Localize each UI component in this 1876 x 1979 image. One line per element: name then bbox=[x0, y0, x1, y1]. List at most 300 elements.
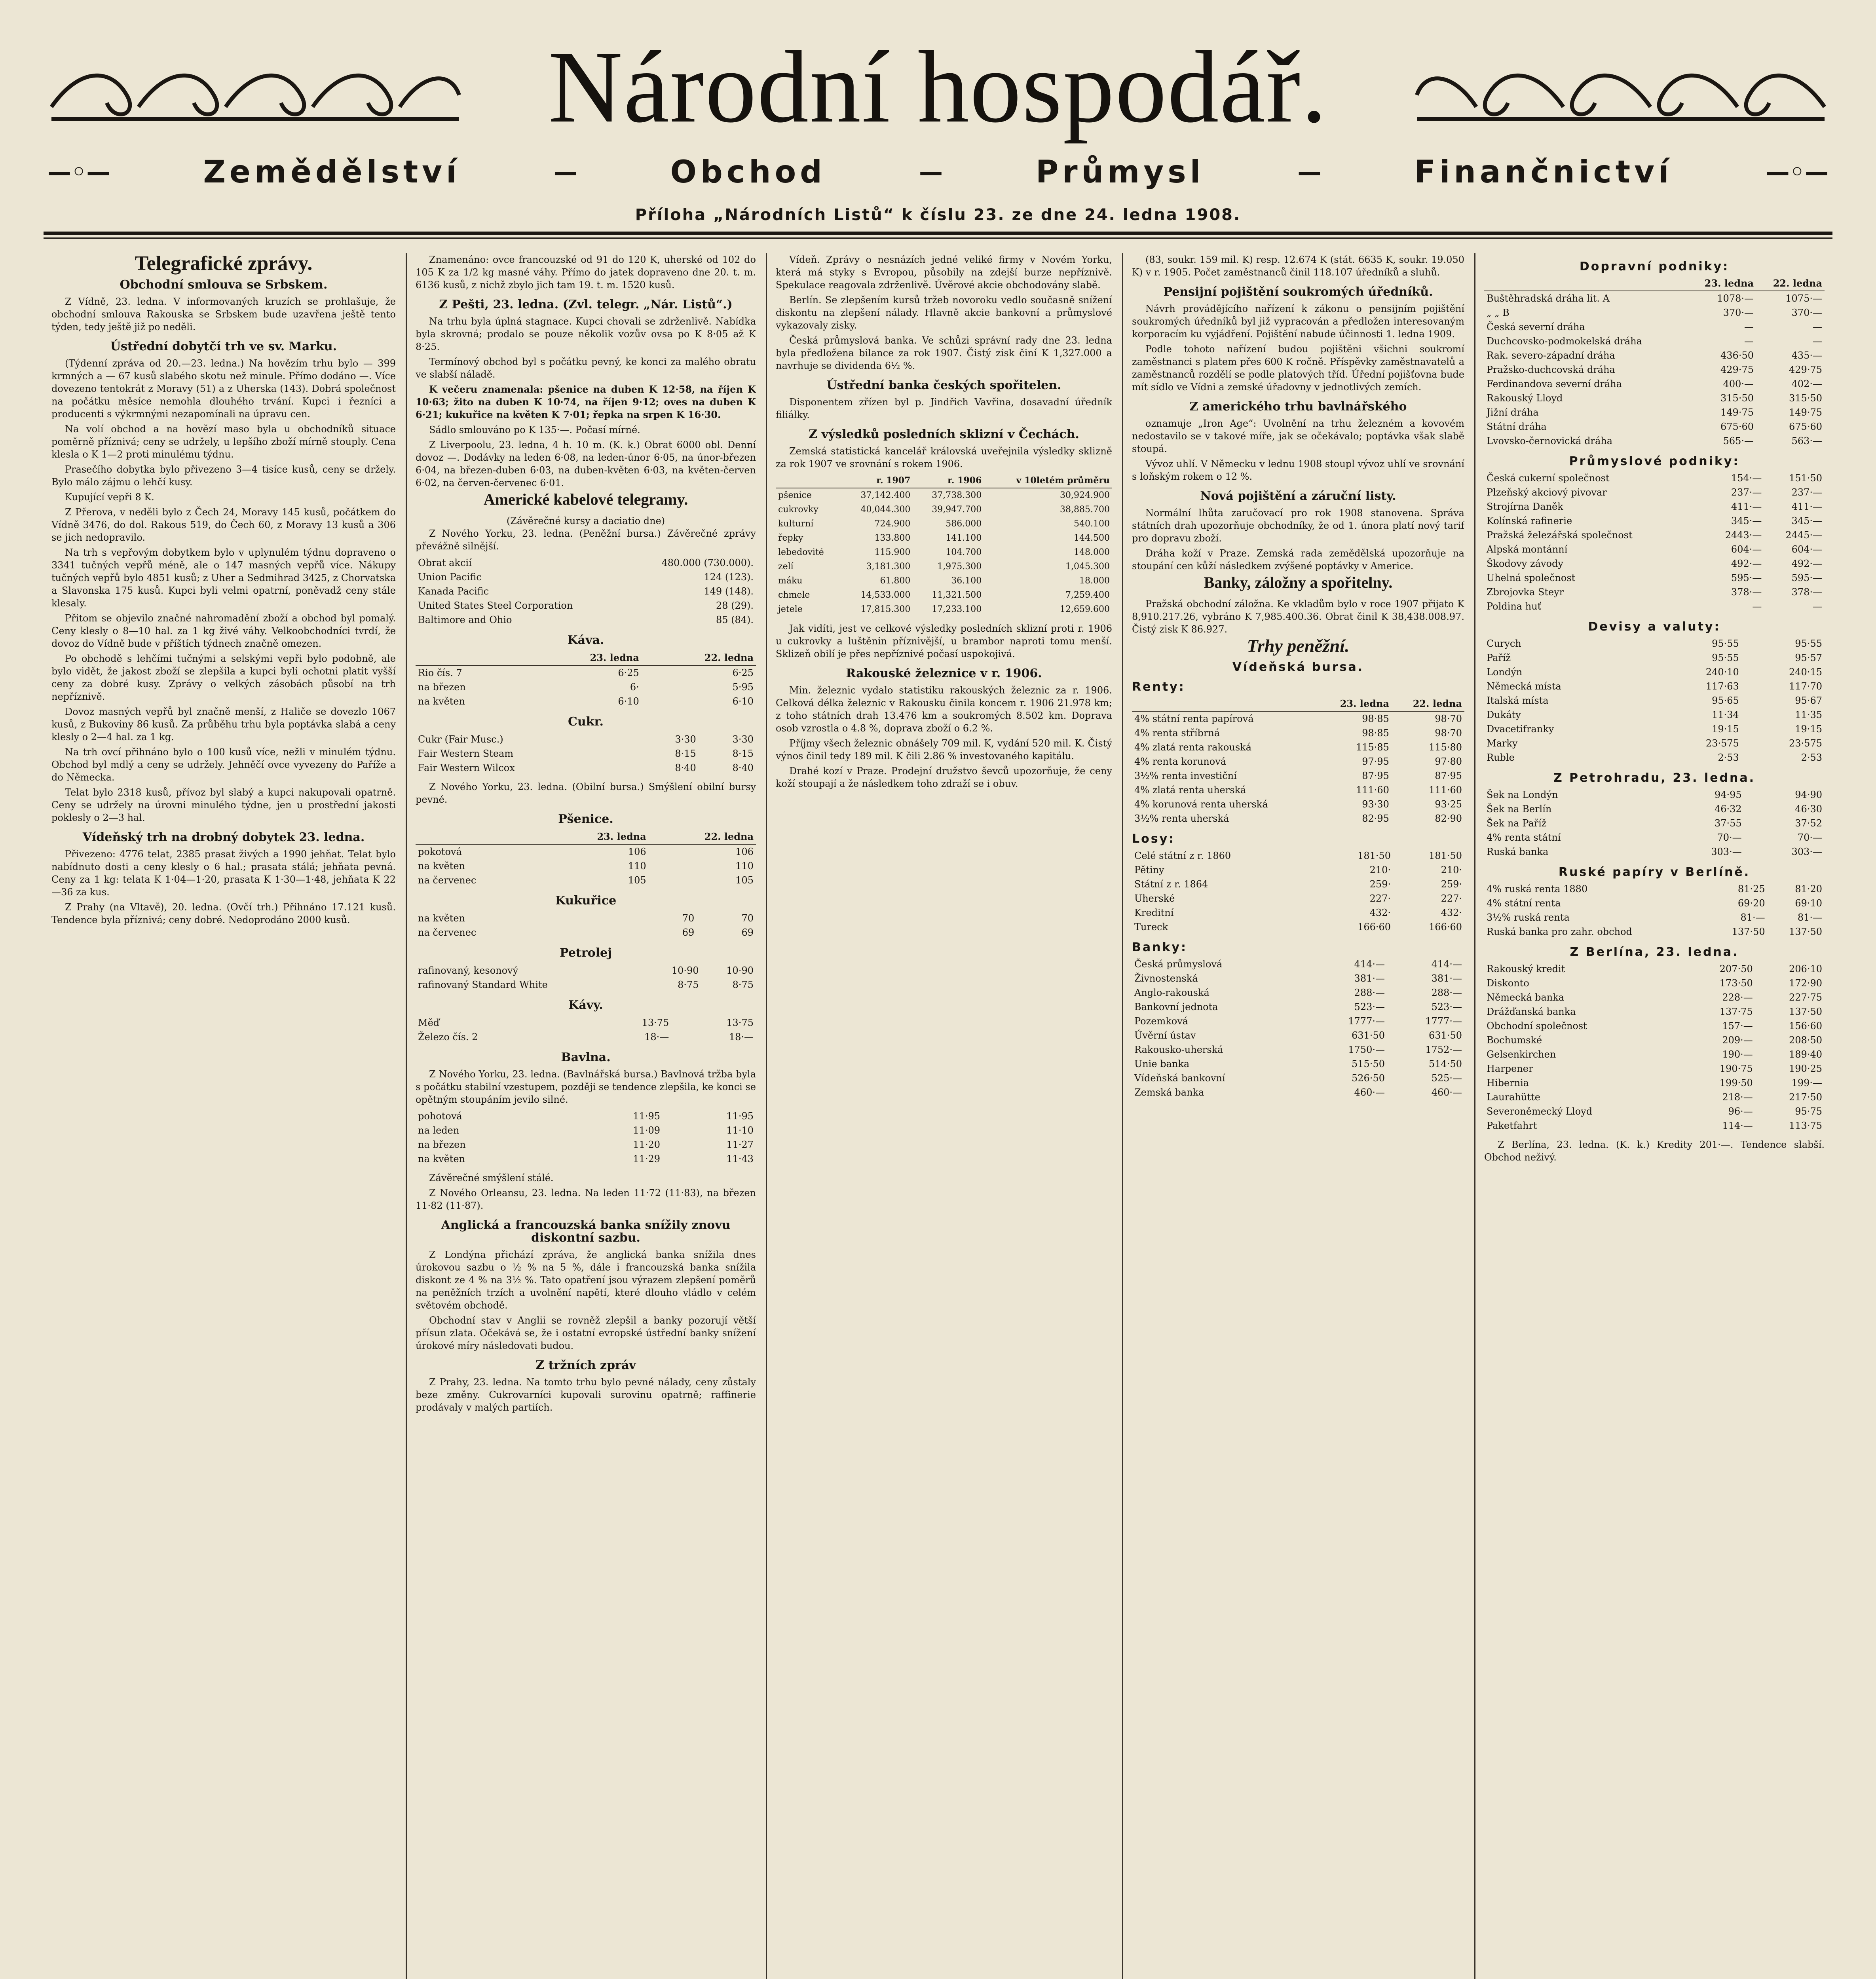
row-value: 110 bbox=[628, 860, 646, 872]
row-value: 61.800 bbox=[880, 576, 911, 586]
row-label: Dukáty bbox=[1487, 709, 1521, 720]
row-label: Rakousko-uherská bbox=[1134, 1044, 1223, 1055]
row-value: — bbox=[1813, 601, 1822, 612]
paragraph: Min. železnic vydalo statistiku rakouských železnic za r. 1906. Celková délka železnic v Rakousku činila koncem r. 1906 21.978 km; z toho státních drah 13.476 km a soukromých 8.502 km. Doprava osob vzrostla o 4.8 %, doprava zboží o 6.2 %. bbox=[776, 685, 1112, 734]
column-divider bbox=[1474, 253, 1475, 1979]
row-label: 3½% renta investiční bbox=[1134, 770, 1237, 781]
row-label: Poldina huť bbox=[1487, 601, 1542, 612]
row-label: Ferdinandova severní dráha bbox=[1487, 378, 1622, 389]
table-row bbox=[416, 963, 756, 978]
row-value: 106 bbox=[735, 846, 754, 857]
row-value: 117·70 bbox=[1789, 681, 1822, 692]
row-value: 110 bbox=[735, 860, 754, 872]
table-row bbox=[1132, 811, 1464, 826]
row-value: 595·— bbox=[1731, 572, 1762, 583]
table-row bbox=[1484, 665, 1825, 679]
row-value: 6·10 bbox=[618, 696, 639, 707]
paragraph-quotes: K večeru znamenala: pšenice na duben K 12·58, na říjen K 10·63; žito na duben K 10·74, na říjen 9·12; oves na duben K 6·21; kukuřice na květen K 7·01; řepka na srpen K 16·30. bbox=[416, 384, 756, 420]
row-label: Diskonto bbox=[1487, 978, 1529, 989]
corn-table bbox=[416, 911, 756, 940]
paragraph: (Týdenní zpráva od 20.—23. ledna.) Na hovězím trhu bylo — 399 krmných a — 67 kusů slabého skotu než minule. Přímo dodáno —. Více dovezeno tentokrát z Moravy (51) a z Uherska (143). Dobrá společnost na počátku měsíce nemohla dlouhého trvání. Kupci i řezníci a producenti s výkrmnými nezapomínali na úpravu cen. bbox=[51, 358, 396, 420]
table-row bbox=[1484, 636, 1825, 651]
row-label: 4% korunová renta uherská bbox=[1134, 799, 1268, 810]
row-value: 95·55 bbox=[1712, 638, 1739, 649]
row-value: 97·95 bbox=[1362, 756, 1389, 767]
row-value: 11·20 bbox=[633, 1139, 661, 1150]
row-value: 3·30 bbox=[732, 734, 754, 745]
table-row bbox=[416, 665, 756, 680]
supplement-line: Příloha „Národních Listů“ k číslu 23. ze dne 24. ledna 1908. bbox=[635, 206, 1241, 224]
fx-table bbox=[1484, 636, 1825, 765]
row-value: 11·95 bbox=[726, 1111, 754, 1122]
paragraph: Termínový obchod byl s počátku pevný, ke konci za malého obratu ve slabší náladě. bbox=[416, 356, 756, 380]
paragraph: Po obchodě s lehčími tučnými a selskými vepři bylo podobně, ale bylo vidět, že jakost zboží se zlepšila a kupci byli ochotni platit vyšší ceny za dobré kusy. Zprávy o velkých zásobách působí na trh nepříznivě. bbox=[51, 653, 396, 702]
table-row bbox=[1484, 556, 1825, 571]
table-row bbox=[1484, 990, 1825, 1005]
row-value: 81·— bbox=[1797, 912, 1822, 923]
subheading-market-news: Z tržních zpráv bbox=[535, 1358, 636, 1372]
row-value: 19·15 bbox=[1795, 724, 1822, 735]
table-row bbox=[1132, 740, 1464, 754]
column-header bbox=[1484, 276, 1688, 291]
table-row bbox=[1484, 896, 1825, 910]
row-label: 3½% renta uherská bbox=[1134, 813, 1229, 824]
paragraph: Přivezeno: 4776 telat, 2385 prasat živých a 1990 jehňat. Telat bylo nabídnuto dosti a ceny klesly o 6 hal.; prasata stálá; jehňata pevná. Ceny za 1 kg: telata K 1·04—1·20, prasata K 1·30—1·48, jehňata K 22—36 za kus. bbox=[51, 849, 396, 898]
row-label: Baltimore and Ohio bbox=[418, 614, 512, 625]
row-value: 8·75 bbox=[732, 979, 754, 990]
row-label: 4% zlatá renta rakouská bbox=[1134, 742, 1252, 753]
row-value: 8·40 bbox=[732, 762, 754, 773]
ny-stocks-table bbox=[416, 556, 756, 627]
paragraph: Vídeň. Zprávy o nesnázích jedné veliké firmy v Novém Yorku, která má styky s Evropou, působily na zdejší burze nepříznivě. Spekulace reagovala zdrženlivě. Úvěrové akcie obchodovány slabě. bbox=[776, 254, 1112, 291]
subheading-corn: Kukuřice bbox=[555, 894, 617, 908]
row-value: 172·90 bbox=[1789, 978, 1822, 989]
row-value: 95·75 bbox=[1795, 1106, 1822, 1117]
row-label: Rak. severo-západní dráha bbox=[1487, 350, 1615, 361]
banner-dash-icon: — bbox=[919, 158, 943, 186]
table-row bbox=[1484, 348, 1825, 363]
column-header: 22. ledna bbox=[649, 830, 756, 844]
row-label: Bochumské bbox=[1487, 1035, 1542, 1046]
row-value: 8·15 bbox=[732, 748, 754, 759]
row-label: Vídeňská bankovní bbox=[1134, 1073, 1225, 1084]
column-header: 22. ledna bbox=[1756, 276, 1825, 291]
row-value: 2445·— bbox=[1785, 530, 1822, 541]
table-row bbox=[1484, 816, 1825, 830]
table-header-row bbox=[1132, 697, 1464, 711]
row-value: 724.900 bbox=[874, 519, 911, 529]
row-value: 228·— bbox=[1722, 992, 1753, 1003]
row-value: 81·25 bbox=[1737, 883, 1765, 895]
masthead bbox=[47, 16, 1829, 190]
row-label: 4% státní renta bbox=[1487, 898, 1561, 909]
row-label: 4% zlatá renta uherská bbox=[1134, 784, 1246, 796]
paragraph: Na volí obchod a na hovězí maso byla u obchodníků situace poměrně příznivá; ceny se udržely, u lepšího zboží mírně stouply. Cena klesla o K 1—2 proti minulému týdnu. bbox=[51, 424, 396, 460]
row-value: 288·— bbox=[1431, 987, 1462, 998]
table-row bbox=[1484, 499, 1825, 514]
row-label: Paketfahrt bbox=[1487, 1120, 1537, 1131]
row-value: 6·25 bbox=[618, 667, 639, 678]
row-label: 4% státní renta papírová bbox=[1134, 713, 1254, 724]
row-value: 81·— bbox=[1740, 912, 1765, 923]
section-agriculture: Zemědělství bbox=[203, 154, 461, 190]
paragraph: Dovoz masných vepřů byl značně menší, z Haliče se dovezlo 1067 kusů, z Bukoviny 86 kusů. Za průběhu trhu byla poptávka slabá a ceny klesly o 2—4 hal. za 1 kg. bbox=[51, 706, 396, 743]
row-value: 10·90 bbox=[726, 965, 754, 976]
paragraph: Normální lhůta zaručovací pro rok 1908 stanovena. Správa státních drah upozorňuje obchodníky, že od 1. února platí nový tarif pro dopravu zboží. bbox=[1132, 507, 1464, 544]
subheading-berlin: Z Berlína, 23. ledna. bbox=[1570, 945, 1739, 959]
industry-table bbox=[1484, 471, 1825, 613]
telegrams-heading: Telegrafické zprávy. bbox=[135, 253, 313, 275]
table-row bbox=[1132, 783, 1464, 797]
row-label: United States Steel Corporation bbox=[418, 600, 573, 611]
row-label: Uhelná společnost bbox=[1487, 572, 1576, 583]
row-label: Londýn bbox=[1487, 667, 1523, 678]
paragraph: (83, soukr. 159 mil. K) resp. 12.674 K (stát. 6635 K, soukr. 19.050 K) v r. 1905. Počet zaměstnanců činil 118.107 úředníků a sluhů. bbox=[1132, 254, 1464, 278]
row-value: 432· bbox=[1369, 907, 1391, 918]
row-value: 93·25 bbox=[1435, 799, 1462, 810]
row-label: 4% renta státní bbox=[1487, 832, 1561, 843]
row-value: 69 bbox=[682, 927, 695, 938]
row-value: 137·50 bbox=[1789, 1006, 1822, 1017]
paragraph: Drahé kozí v Praze. Prodejní družstvo ševců upozorňuje, že ceny koží stoupají a že následkem toho zdraží se i obuv. bbox=[776, 765, 1112, 789]
subheading-american-market: Z amerického trhu bavlnářského bbox=[1189, 400, 1407, 414]
table-row bbox=[1132, 1057, 1464, 1071]
paragraph: Zemská statistická kancelář královská uveřejnila výsledky sklizně za rok 1907 ve srovnání s rokem 1906. bbox=[776, 446, 1112, 469]
row-value: 227·75 bbox=[1789, 992, 1822, 1003]
row-value: 199·— bbox=[1791, 1077, 1822, 1088]
row-value: 210· bbox=[1441, 864, 1462, 876]
row-label: Státní dráha bbox=[1487, 421, 1547, 432]
row-label: Pražská železářská společnost bbox=[1487, 530, 1633, 541]
row-value: 11·34 bbox=[1712, 709, 1739, 720]
table-row bbox=[776, 545, 1112, 560]
banks-heading: Banky, záložny a spořitelny. bbox=[1204, 574, 1393, 591]
row-value: 1750·— bbox=[1348, 1044, 1385, 1055]
row-value: 11·43 bbox=[726, 1153, 754, 1164]
row-value: 208·50 bbox=[1789, 1035, 1822, 1046]
row-value: 23·575 bbox=[1789, 738, 1822, 749]
row-value: 113·75 bbox=[1789, 1120, 1822, 1131]
row-label: rafinovaný, kesonový bbox=[418, 965, 518, 976]
row-value: 11,321.500 bbox=[932, 590, 982, 600]
column-header: 23. ledna bbox=[527, 651, 642, 665]
row-value: 237·— bbox=[1731, 487, 1762, 498]
subheading-cattle-market: Ústřední dobytčí trh ve sv. Marku. bbox=[110, 340, 337, 353]
row-value: 259· bbox=[1441, 879, 1462, 890]
paragraph: Z Prahy, 23. ledna. Na tomto trhu bylo pevné nálady, ceny zůstaly beze změny. Cukrovarníci kupovali surovinu opatrně; raffinerie prodávaly v malých partiích. bbox=[416, 1377, 756, 1413]
paragraph: Berlín. Se zlepšením kursů tržeb novoroku vedlo současně snížení diskontu na zlepšení nálady. Hlavně akcie bankovní a průmyslové vykazovaly zisky. bbox=[776, 294, 1112, 331]
table-row bbox=[1132, 1000, 1464, 1014]
row-value: 595·— bbox=[1791, 572, 1822, 583]
table-row bbox=[1484, 1005, 1825, 1019]
column-divider bbox=[406, 253, 407, 1979]
row-label: Rakouský Lloyd bbox=[1487, 393, 1563, 404]
row-label: na květen bbox=[418, 696, 465, 707]
row-value: 675·60 bbox=[1720, 421, 1754, 432]
table-row bbox=[776, 588, 1112, 602]
table-row bbox=[416, 1123, 756, 1138]
row-value: 18·— bbox=[644, 1031, 669, 1043]
row-value: 11·35 bbox=[1795, 709, 1822, 720]
column-header bbox=[416, 651, 527, 665]
row-value: 514·50 bbox=[1429, 1058, 1462, 1069]
row-value: 111·60 bbox=[1429, 784, 1462, 796]
table-row bbox=[1484, 1047, 1825, 1062]
row-value: 11·27 bbox=[726, 1139, 754, 1150]
column-header: r. 1906 bbox=[913, 473, 984, 488]
table-row bbox=[1484, 976, 1825, 990]
subheading-small-livestock: Vídeňský trh na drobný dobytek 23. ledna. bbox=[82, 830, 365, 844]
section-finance: Finančnictví bbox=[1414, 154, 1673, 190]
row-label: Česká severní dráha bbox=[1487, 321, 1585, 332]
row-value: 492·— bbox=[1791, 558, 1822, 569]
row-value: 563·— bbox=[1791, 435, 1822, 446]
row-label: Německá místa bbox=[1487, 681, 1561, 692]
row-label: máku bbox=[778, 576, 803, 586]
subheading-petroleum: Petrolej bbox=[560, 946, 612, 960]
row-label: Škodovy závody bbox=[1487, 558, 1563, 569]
masthead-rule-thin bbox=[44, 237, 1832, 239]
paragraph: Pražská obchodní záložna. Ke vkladům bylo v roce 1907 přijato K 8,910.217.26, vybráno K 7,985.400.36. Obrat činil K 38,438.008.97. Čistý zisk K 86.927. bbox=[1132, 598, 1464, 635]
section-trade: Obchod bbox=[670, 154, 826, 190]
paragraph: Na trhu byla úplná stagnace. Kupci chovali se zdrženlivě. Nabídka byla skrovná; prodalo se pouze několik vozův ovsa po K 8·05 až K 8·25. bbox=[416, 316, 756, 352]
paragraph: Z Nového Orleansu, 23. ledna. Na leden 11·72 (11·83), na březen 11·82 (11·87). bbox=[416, 1187, 756, 1211]
lots-table bbox=[1132, 849, 1464, 934]
table-row bbox=[1132, 797, 1464, 811]
table-row bbox=[1484, 736, 1825, 750]
row-value: 435·— bbox=[1791, 350, 1822, 361]
row-label: Fair Western Steam bbox=[418, 748, 514, 759]
row-label: na květen bbox=[418, 860, 465, 872]
cotton-table bbox=[416, 1109, 756, 1166]
row-label: kulturní bbox=[778, 519, 814, 529]
table-row bbox=[776, 517, 1112, 531]
table-row bbox=[1484, 925, 1825, 939]
row-value: 95·55 bbox=[1712, 652, 1739, 663]
column-4 bbox=[1132, 253, 1464, 1979]
row-label: Měď bbox=[418, 1017, 440, 1028]
paragraph: Vývoz uhlí. V Německu v lednu 1908 stoupl vývoz uhlí ve srovnání s loňským rokem o 12 %. bbox=[1132, 458, 1464, 482]
paragraph: Z Nového Yorku, 23. ledna. (Peněžní bursa.) Závěrečné zprávy převážně silnější. bbox=[416, 528, 756, 552]
berlin-table bbox=[1484, 962, 1825, 1133]
subheading-closing-rates: (Závěrečné kursy a daciatio dne) bbox=[506, 515, 665, 526]
row-label: lebedovité bbox=[778, 547, 824, 557]
row-label: Rakouský kredit bbox=[1487, 963, 1565, 974]
table-header-row bbox=[416, 651, 756, 665]
paragraph: Dráha koží v Praze. Zemská rada zemědělská upozorňuje na stoupání cen kůží následkem zvýšené poptávky v Americe. bbox=[1132, 548, 1464, 572]
row-label: Úvěrní ústav bbox=[1134, 1030, 1196, 1041]
table-row bbox=[1484, 708, 1825, 722]
table-row bbox=[1484, 750, 1825, 765]
row-label: pokotová bbox=[418, 846, 462, 857]
table-row bbox=[776, 503, 1112, 517]
table-row bbox=[1484, 571, 1825, 585]
row-label: Fair Western Wilcox bbox=[418, 762, 515, 773]
paragraph: oznamuje „Iron Age“: Uvolnění na trhu železném a kovovém nedostavilo se v takové míře, jak se očekávalo; poptávka však slabě stoupá. bbox=[1132, 418, 1464, 454]
row-value: 106 bbox=[628, 846, 646, 857]
table-row bbox=[1132, 957, 1464, 971]
row-label: Ruble bbox=[1487, 752, 1515, 763]
row-value: 95·55 bbox=[1795, 638, 1822, 649]
table-row bbox=[416, 1152, 756, 1166]
row-value: 30,924.900 bbox=[1060, 490, 1110, 500]
row-label: pohotová bbox=[418, 1111, 462, 1122]
subheading-wheat: Pšenice. bbox=[558, 812, 613, 826]
row-value: 429·75 bbox=[1720, 364, 1754, 375]
row-value: 432· bbox=[1441, 907, 1462, 918]
table-row bbox=[1132, 1028, 1464, 1043]
row-value: 3·30 bbox=[675, 734, 696, 745]
row-label: Buštěhradská dráha lit. A bbox=[1487, 293, 1610, 304]
row-value: 18·— bbox=[729, 1031, 754, 1043]
row-value: 14,533.000 bbox=[860, 590, 911, 600]
paragraph: Návrh provádějícího nařízení k zákonu o pensijním pojištění soukromých úředníků byl již vypracován a předložen interesovaným korporacím ku vyjádření. Pojištění nabude účinnosti 1. ledna 1909. bbox=[1132, 303, 1464, 340]
row-label: jetele bbox=[778, 604, 803, 614]
row-value: 345·— bbox=[1791, 515, 1822, 526]
column-5 bbox=[1484, 253, 1825, 1979]
row-label: 3½% ruská renta bbox=[1487, 912, 1570, 923]
table-row bbox=[416, 978, 756, 992]
table-row bbox=[416, 680, 756, 694]
column-header: 23. ledna bbox=[541, 830, 648, 844]
row-value: 149·75 bbox=[1789, 407, 1822, 418]
row-label: Šek na Londýn bbox=[1487, 789, 1558, 800]
row-label: Unie banka bbox=[1134, 1058, 1190, 1069]
paragraph: Z Nového Yorku, 23. ledna. (Obilní bursa.) Smýšlení obilní bursy pevné. bbox=[416, 781, 756, 805]
table-row bbox=[416, 925, 756, 940]
row-label: na červenec bbox=[418, 875, 477, 886]
row-label: Union Pacific bbox=[418, 572, 482, 583]
table-row bbox=[1132, 877, 1464, 891]
metals-table bbox=[416, 1016, 756, 1044]
row-value: 17,815.300 bbox=[860, 604, 911, 614]
row-value: 565·— bbox=[1723, 435, 1754, 446]
subheading-pest: Z Pešti, 23. ledna. (Zvl. telegr. „Nár. Listů“.) bbox=[439, 298, 733, 311]
row-value: — bbox=[1744, 321, 1754, 332]
paragraph: Z Nového Yorku, 23. ledna. (Bavlnářská bursa.) Bavlnová tržba byla s počátku stabilní vzestupem, později se tendence zlepšila, ke konci se opětným stoupáním jevilo silné. bbox=[416, 1069, 756, 1105]
paragraph: Sádlo smlouváno po K 135·—. Počasí mírné. bbox=[429, 424, 640, 435]
row-value: — bbox=[1813, 336, 1822, 347]
row-value: 411·— bbox=[1791, 501, 1822, 512]
subheading-petersburg: Z Petrohradu, 23. ledna. bbox=[1553, 771, 1756, 785]
row-label: Česká průmyslová bbox=[1134, 959, 1223, 970]
row-value: 199·50 bbox=[1719, 1077, 1753, 1088]
row-value: 36.100 bbox=[951, 576, 982, 586]
column-2 bbox=[416, 253, 756, 1979]
row-label: Celé státní z r. 1860 bbox=[1134, 850, 1231, 861]
row-value: 631·50 bbox=[1352, 1030, 1385, 1041]
table-row bbox=[416, 613, 756, 627]
row-label: Severoněmecký Lloyd bbox=[1487, 1106, 1593, 1117]
paragraph: Obchodní stav v Anglii se rovněž zlepšil a banky pozorují větší přísun zlata. Očekává se, že i ostatní evropské ústřední banky snížení úrokové míry následovati budou. bbox=[416, 1315, 756, 1351]
section-banner bbox=[47, 154, 1829, 190]
row-label: 4% ruská renta 1880 bbox=[1487, 883, 1588, 895]
row-value: 525·— bbox=[1431, 1073, 1462, 1084]
row-label: Rio čís. 7 bbox=[418, 667, 462, 678]
row-value: 137·50 bbox=[1789, 926, 1822, 937]
paragraph: Podle tohoto nařízení budou pojištěni všichni soukromí zaměstnanci s platem přes 600 K ročně. Příspěvky zaměstnavatelů a zaměstnanců rozdělí se podle platových tříd. Úřední pojišťovna bude mít sídlo ve Vídni a zemské úřadovny v jednotlivých zemích. bbox=[1132, 344, 1464, 393]
table-row bbox=[1484, 802, 1825, 816]
wheat-table bbox=[416, 830, 756, 887]
table-row bbox=[1484, 585, 1825, 599]
subheading-metals: Kávy. bbox=[568, 998, 603, 1012]
paragraph: Na trh s vepřovým dobytkem bylo v uplynulém týdnu dopraveno o 3341 tučných vepřů méně, ale o 147 masných vepřů více. Nákupy tučných vepřů bylo 4851 kusů; z Uher a Sedmihrad 3425, z Chorvatska a Slavonska 175 kusů. Kupci byli velmi opatrní, poněvadž ceny stále klesaly. bbox=[51, 547, 396, 609]
row-label: Kreditní bbox=[1134, 907, 1174, 918]
row-value: 157·— bbox=[1722, 1020, 1753, 1031]
subheading-transport: Dopravní podniky: bbox=[1579, 260, 1730, 273]
column-header bbox=[776, 473, 842, 488]
row-value: 218·— bbox=[1722, 1092, 1753, 1103]
row-value: 210· bbox=[1369, 864, 1391, 876]
table-row bbox=[1484, 882, 1825, 896]
subheading-coffee: Káva. bbox=[567, 633, 604, 647]
row-label: Duchcovsko-podmokelská dráha bbox=[1487, 336, 1642, 347]
paragraph: Závěrečné smýšlení stálé. bbox=[429, 1172, 554, 1183]
row-value: 11·29 bbox=[633, 1153, 661, 1164]
row-label: Obrat akcií bbox=[418, 557, 472, 568]
table-row bbox=[1132, 849, 1464, 863]
row-value: 381·— bbox=[1431, 973, 1462, 984]
row-value: 217·50 bbox=[1789, 1092, 1822, 1103]
table-row bbox=[1484, 377, 1825, 391]
banner-dash-icon: — bbox=[1297, 158, 1322, 186]
row-value: 1777·— bbox=[1425, 1016, 1462, 1027]
table-row bbox=[416, 1030, 756, 1044]
table-row bbox=[1484, 306, 1825, 320]
table-row bbox=[1484, 320, 1825, 334]
banner-dash-icon: — bbox=[553, 158, 577, 186]
paragraph: Z Berlína, 23. ledna. (K. k.) Kredity 201·—. Tendence slabší. Obchod neživý. bbox=[1484, 1139, 1825, 1163]
row-value: 181·50 bbox=[1358, 850, 1391, 861]
paragraph: Na trh ovcí přihnáno bylo o 100 kusů více, nežli v minulém týdnu. Obchod byl mdlý a ceny se udržely. Jehněčí ovce vyvezeny do Paříže a do Německa. bbox=[51, 746, 396, 783]
table-row bbox=[1132, 1071, 1464, 1085]
column-header: 23. ledna bbox=[1688, 276, 1756, 291]
row-value: 40,044.300 bbox=[860, 505, 911, 515]
row-value: 37,142.400 bbox=[860, 490, 911, 500]
row-label: Jižní dráha bbox=[1487, 407, 1539, 418]
table-row bbox=[1484, 693, 1825, 708]
row-value: 149·75 bbox=[1720, 407, 1754, 418]
row-value: 82·90 bbox=[1435, 813, 1462, 824]
subheading-fx: Devisy a valuty: bbox=[1588, 620, 1721, 634]
row-label: Plzeňský akciový pivovar bbox=[1487, 487, 1607, 498]
table-row bbox=[1132, 1085, 1464, 1100]
row-value: 95·65 bbox=[1712, 695, 1739, 706]
row-value: 105 bbox=[628, 875, 646, 886]
row-label: na červenec bbox=[418, 927, 477, 938]
paragraph: Z Přerova, v neděli bylo z Čech 24, Moravy 145 kusů, počátkem do Vídně 3476, do dol. Rakous 519, do Čech 60, z Moravy 13 kusů a 306 se jich nedopravilo. bbox=[51, 507, 396, 543]
row-label: Státní z r. 1864 bbox=[1134, 879, 1208, 890]
table-row bbox=[416, 1138, 756, 1152]
row-value: 378·— bbox=[1791, 587, 1822, 598]
subheading-railways: Rakouské železnice v r. 1906. bbox=[846, 667, 1042, 680]
row-label: rafinovaný Standard White bbox=[418, 979, 548, 990]
table-row bbox=[1484, 471, 1825, 485]
transport-table bbox=[1484, 276, 1825, 448]
row-value: 95·67 bbox=[1795, 695, 1822, 706]
row-label: 4% renta stříbrná bbox=[1134, 727, 1220, 739]
table-row bbox=[1484, 1062, 1825, 1076]
row-label: Kolínská rafinerie bbox=[1487, 515, 1572, 526]
paragraph: Telat bylo 2318 kusů, přívoz byl slabý a kupci nakupovali opatrně. Ceny se udržely na úrovni minulého týdne, jen u prostřední jakosti poklesly o 2—3 hal. bbox=[51, 787, 396, 823]
section-industry: Průmysl bbox=[1035, 154, 1205, 190]
table-row bbox=[776, 488, 1112, 503]
row-value: — bbox=[1744, 336, 1754, 347]
subheading-banks: Banky: bbox=[1132, 940, 1187, 954]
row-value: 115·85 bbox=[1356, 742, 1389, 753]
row-label: chmele bbox=[778, 590, 810, 600]
table-row bbox=[1132, 906, 1464, 920]
